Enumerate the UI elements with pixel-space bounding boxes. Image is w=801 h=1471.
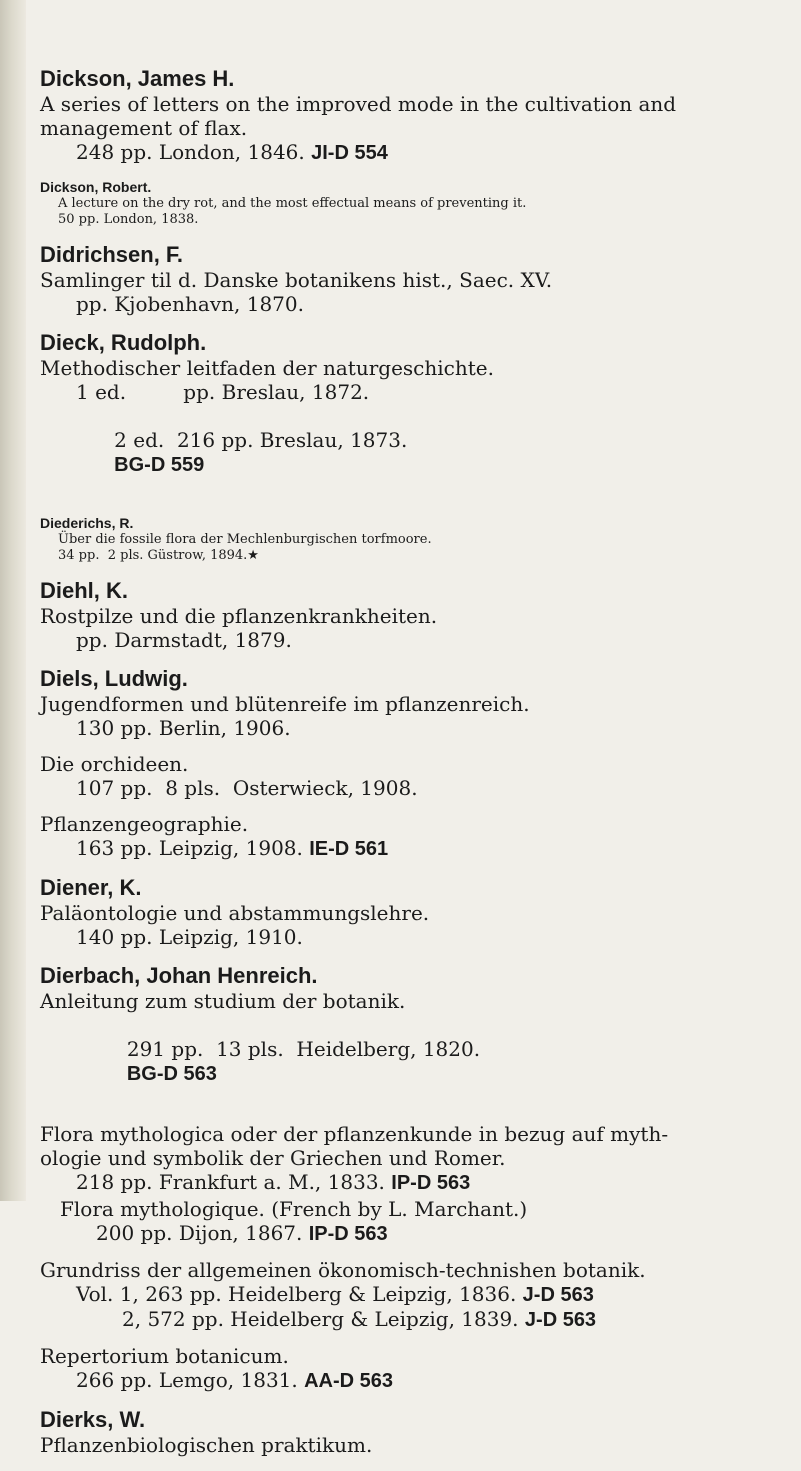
book-title: Anleitung zum studium der botanik. [40,989,406,1013]
catalog-entry [40,515,795,564]
pub-detail: Vol. 1, 263 pp. Heidelberg & Leipzig, 1836. [76,1282,517,1306]
call-number: BG-D 559 [114,454,205,476]
call-number: IP-D 563 [391,1172,471,1194]
catalog-page [40,66,795,1471]
call-number: JI-D 554 [311,142,388,164]
work [40,812,795,861]
book-title: Pflanzenbiologischen praktikum. [40,1433,373,1457]
author-name: Dierbach, Johan Henreich. [40,963,318,988]
work [40,692,795,740]
catalog-entry [40,66,795,165]
pub-detail: 2, 572 pp. Heidelberg & Leipzig, 1839. [122,1307,519,1331]
page-binding-edge [0,0,26,1201]
work [40,1258,795,1332]
pub-detail: 291 pp. 13 pls. Heidelberg, 1820. [126,1037,481,1061]
pub-detail: 140 pp. Leipzig, 1910. [76,925,303,949]
work [40,752,795,800]
pub-detail: 50 pp. London, 1838. [58,212,199,227]
call-number: AA-D 563 [304,1370,394,1392]
pub-detail: 1 ed. pp. Breslau, 1872. [76,380,370,404]
call-number: IE-D 561 [309,838,389,860]
catalog-entry [40,963,795,1393]
author-name: Dierks, W. [40,1407,146,1432]
pub-detail: 218 pp. Frankfurt a. M., 1833. [76,1170,385,1194]
author-name: Diels, Ludwig. [40,666,188,691]
catalog-entry [40,179,795,228]
book-title: Flora mythologique. (French by L. Marchant.) [60,1197,528,1221]
call-number: J-D 563 [524,1309,597,1331]
pub-detail: pp. Darmstadt, 1879. [76,628,292,652]
book-title: Repertorium botanicum. [40,1344,289,1368]
catalog-entry [40,875,795,949]
catalog-entry [40,666,795,861]
work [40,1122,795,1195]
author-name: Diehl, K. [40,578,129,603]
pub-detail: pp. Kjobenhavn, 1870. [76,292,304,316]
author-name: Didrichsen, F. [40,242,184,267]
work [40,989,795,1110]
book-title: A series of letters on the improved mode in the cultivation and [40,92,677,116]
pub-detail: 248 pp. London, 1846. [76,140,305,164]
book-title: A lecture on the dry rot, and the most effectual means of preventing it. [58,196,527,211]
pub-detail: 2 ed. 216 pp. Breslau, 1873. [114,428,408,452]
author-name: Dieck, Rudolph. [40,330,207,355]
book-title: Pflanzengeographie. [40,812,249,836]
pub-detail: 130 pp. Berlin, 1906. [76,716,291,740]
catalog-entry [40,578,795,652]
book-title-cont: ologie und symbolik der Griechen und Romer. [40,1146,506,1170]
author-name: Dickson, James H. [40,66,235,91]
book-title: Die orchideen. [40,752,189,776]
catalog-entry [40,242,795,316]
pub-detail: 266 pp. Lemgo, 1831. [76,1368,298,1392]
catalog-entry [40,1407,795,1457]
book-title: Paläontologie und abstammungslehre. [40,901,430,925]
book-title: Methodischer leitfaden der naturgeschichte. [40,356,494,380]
author-name: Diederichs, R. [40,515,134,531]
work [40,1344,795,1393]
call-number: BG-D 563 [126,1063,217,1085]
work [60,1197,795,1246]
book-title-cont: management of flax. [40,116,248,140]
pub-detail: 107 pp. 8 pls. Osterwieck, 1908. [76,776,418,800]
call-number: IP-D 563 [308,1223,388,1245]
book-title: Samlinger til d. Danske botanikens hist., Saec. XV. [40,268,553,292]
book-title: Flora mythologica oder der pflanzenkunde in bezug auf myth- [40,1122,669,1146]
pub-detail: 163 pp. Leipzig, 1908. [76,836,303,860]
catalog-entry [40,330,795,501]
book-title: Jugendformen und blütenreife im pflanzenreich. [40,692,530,716]
author-name: Diener, K. [40,875,142,900]
author-name: Dickson, Robert. [40,179,152,195]
book-title: Grundriss der allgemeinen ökonomisch-technishen botanik. [40,1258,646,1282]
book-title: Über die fossile flora der Mechlenburgischen torfmoore. [58,532,432,547]
call-number: J-D 563 [522,1284,594,1306]
pub-detail: 200 pp. Dijon, 1867. [96,1221,303,1245]
pub-detail: 34 pp. 2 pls. Güstrow, 1894.★ [58,548,259,563]
book-title: Rostpilze und die pflanzenkrankheiten. [40,604,438,628]
